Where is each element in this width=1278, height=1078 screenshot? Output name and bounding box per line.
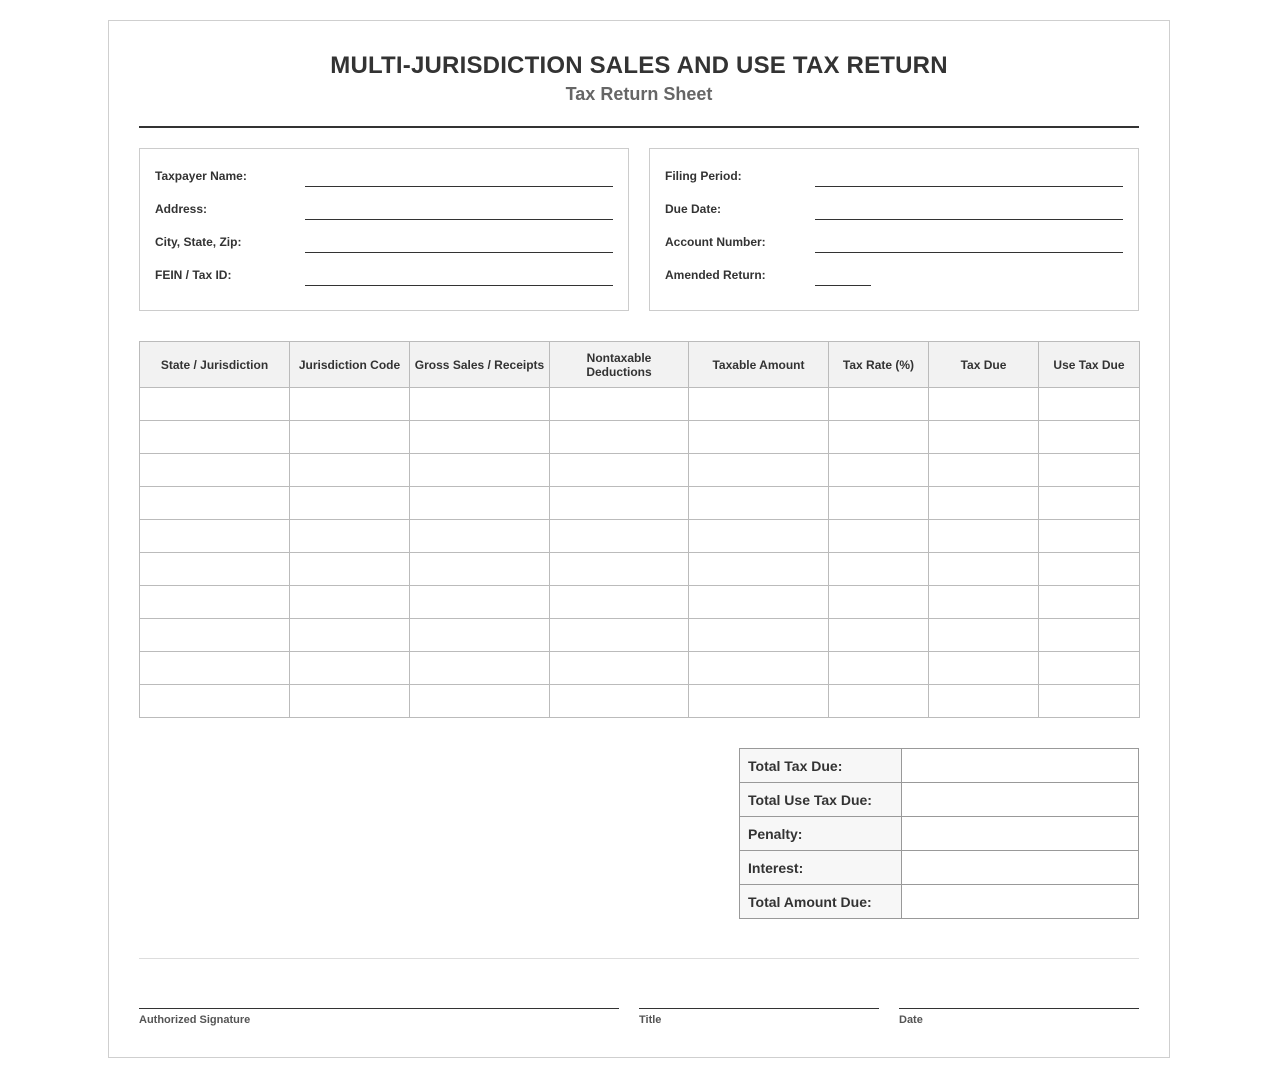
table-cell[interactable]	[140, 586, 290, 619]
col-jurisdiction-code: Jurisdiction Code	[290, 342, 410, 388]
table-row	[140, 388, 1140, 421]
table-cell[interactable]	[290, 388, 410, 421]
table-row	[140, 421, 1140, 454]
table-row	[140, 586, 1140, 619]
table-cell[interactable]	[929, 685, 1039, 718]
table-cell[interactable]	[290, 553, 410, 586]
col-gross-sales: Gross Sales / Receipts	[410, 342, 550, 388]
table-cell[interactable]	[290, 652, 410, 685]
signature-divider	[139, 958, 1139, 959]
city-state-zip-row	[155, 215, 615, 248]
amended-return-field[interactable]	[815, 285, 871, 286]
table-cell[interactable]	[410, 685, 550, 718]
table-cell[interactable]	[140, 487, 290, 520]
table-cell[interactable]	[550, 619, 689, 652]
table-cell[interactable]	[140, 520, 290, 553]
table-cell[interactable]	[929, 487, 1039, 520]
table-cell[interactable]	[829, 685, 929, 718]
table-cell[interactable]	[1039, 388, 1140, 421]
table-row	[140, 619, 1140, 652]
tax-return-sheet	[108, 20, 1170, 1058]
penalty-row	[740, 817, 1139, 851]
table-cell[interactable]	[140, 619, 290, 652]
table-cell[interactable]	[140, 685, 290, 718]
table-cell[interactable]	[550, 388, 689, 421]
table-cell[interactable]	[290, 487, 410, 520]
table-cell[interactable]	[929, 553, 1039, 586]
table-cell[interactable]	[829, 553, 929, 586]
form-header	[139, 21, 1139, 128]
table-cell[interactable]	[410, 520, 550, 553]
table-cell[interactable]	[140, 652, 290, 685]
table-cell[interactable]	[689, 619, 829, 652]
table-cell[interactable]	[550, 586, 689, 619]
col-taxable-amount: Taxable Amount	[689, 342, 829, 388]
date-label: Date	[899, 1014, 923, 1026]
table-row	[140, 487, 1140, 520]
table-cell[interactable]	[1039, 520, 1140, 553]
table-cell[interactable]	[689, 454, 829, 487]
table-cell[interactable]	[290, 421, 410, 454]
taxpayer-info-box	[139, 148, 629, 311]
table-cell[interactable]	[550, 421, 689, 454]
amended-return-row	[665, 248, 1125, 281]
account-number-label: Account Number:	[665, 235, 766, 249]
table-cell[interactable]	[829, 520, 929, 553]
table-cell[interactable]	[829, 421, 929, 454]
form-subtitle: Tax Return Sheet	[565, 84, 713, 104]
table-cell[interactable]	[550, 454, 689, 487]
table-cell[interactable]	[410, 421, 550, 454]
table-cell[interactable]	[1039, 553, 1140, 586]
table-cell[interactable]	[410, 652, 550, 685]
date-signature-block	[899, 1008, 1139, 1026]
table-cell[interactable]	[1039, 652, 1140, 685]
col-nontaxable-deductions: Nontaxable Deductions	[550, 342, 689, 388]
total-use-tax-due-label: Total Use Tax Due:	[740, 783, 902, 817]
total-tax-due-label: Total Tax Due:	[740, 749, 902, 783]
title-label: Title	[639, 1014, 662, 1026]
table-cell[interactable]	[550, 520, 689, 553]
table-cell[interactable]	[410, 388, 550, 421]
table-cell[interactable]	[829, 586, 929, 619]
due-date-row	[665, 182, 1125, 215]
table-cell[interactable]	[829, 652, 929, 685]
total-use-tax-due-row	[740, 783, 1139, 817]
address-row	[155, 182, 615, 215]
due-date-label: Due Date:	[665, 202, 722, 216]
table-cell[interactable]	[829, 454, 929, 487]
table-cell[interactable]	[290, 454, 410, 487]
table-cell[interactable]	[929, 454, 1039, 487]
table-row	[140, 652, 1140, 685]
table-cell[interactable]	[929, 388, 1039, 421]
table-cell[interactable]	[1039, 586, 1140, 619]
table-cell[interactable]	[829, 619, 929, 652]
table-cell[interactable]	[1039, 454, 1140, 487]
jurisdiction-table	[139, 341, 1140, 718]
table-cell[interactable]	[829, 487, 929, 520]
total-amount-due-row	[740, 885, 1139, 919]
table-cell[interactable]	[550, 652, 689, 685]
fein-field[interactable]	[305, 285, 613, 286]
table-cell[interactable]	[410, 619, 550, 652]
interest-row	[740, 851, 1139, 885]
title-field[interactable]	[639, 1008, 879, 1009]
interest-field[interactable]	[902, 851, 1139, 885]
col-tax-rate: Tax Rate (%)	[829, 342, 929, 388]
table-cell[interactable]	[410, 553, 550, 586]
penalty-label: Penalty:	[740, 817, 902, 851]
table-cell[interactable]	[410, 454, 550, 487]
table-row	[140, 454, 1140, 487]
authorized-signature-field[interactable]	[139, 1008, 619, 1009]
amended-return-label: Amended Return:	[665, 268, 766, 282]
table-cell[interactable]	[929, 421, 1039, 454]
authorized-signature-label: Authorized Signature	[139, 1014, 251, 1026]
date-field[interactable]	[899, 1008, 1139, 1009]
table-cell[interactable]	[689, 388, 829, 421]
table-cell[interactable]	[1039, 487, 1140, 520]
table-header-row	[140, 342, 1140, 388]
title-signature-block	[639, 1008, 879, 1026]
table-cell[interactable]	[689, 421, 829, 454]
table-row	[140, 553, 1140, 586]
taxpayer-name-row	[155, 149, 615, 182]
table-cell[interactable]	[929, 619, 1039, 652]
filing-period-row	[665, 149, 1125, 182]
table-cell[interactable]	[410, 586, 550, 619]
table-cell[interactable]	[689, 520, 829, 553]
account-number-row	[665, 215, 1125, 248]
form-title: MULTI-JURISDICTION SALES AND USE TAX RETURN	[330, 52, 948, 79]
table-cell[interactable]	[929, 652, 1039, 685]
table-cell[interactable]	[290, 520, 410, 553]
authorized-signature-block	[139, 1008, 619, 1026]
col-state-jurisdiction: State / Jurisdiction	[140, 342, 290, 388]
table-cell[interactable]	[550, 685, 689, 718]
table-cell[interactable]	[689, 685, 829, 718]
taxpayer-name-label: Taxpayer Name:	[155, 169, 247, 183]
table-cell[interactable]	[410, 487, 550, 520]
table-cell[interactable]	[550, 487, 689, 520]
col-tax-due: Tax Due	[929, 342, 1039, 388]
total-amount-due-label: Total Amount Due:	[740, 885, 902, 919]
city-state-zip-label: City, State, Zip:	[155, 235, 242, 249]
penalty-field[interactable]	[902, 817, 1139, 851]
filing-period-label: Filing Period:	[665, 169, 742, 183]
table-cell[interactable]	[290, 619, 410, 652]
table-cell[interactable]	[140, 454, 290, 487]
table-cell[interactable]	[290, 586, 410, 619]
total-tax-due-field[interactable]	[902, 749, 1139, 783]
table-cell[interactable]	[689, 553, 829, 586]
table-cell[interactable]	[829, 388, 929, 421]
table-cell[interactable]	[929, 520, 1039, 553]
table-cell[interactable]	[140, 388, 290, 421]
table-row	[140, 520, 1140, 553]
table-cell[interactable]	[1039, 619, 1140, 652]
table-cell[interactable]	[689, 652, 829, 685]
table-cell[interactable]	[290, 685, 410, 718]
total-amount-due-field[interactable]	[902, 885, 1139, 919]
table-cell[interactable]	[689, 586, 829, 619]
table-cell[interactable]	[929, 586, 1039, 619]
table-body	[140, 388, 1140, 718]
total-tax-due-row	[740, 749, 1139, 783]
filing-info-box	[649, 148, 1139, 311]
address-label: Address:	[155, 202, 208, 216]
totals-table	[739, 748, 1139, 919]
table-cell[interactable]	[140, 553, 290, 586]
table-cell[interactable]	[140, 421, 290, 454]
fein-row	[155, 248, 615, 281]
col-use-tax-due: Use Tax Due	[1039, 342, 1140, 388]
total-use-tax-due-field[interactable]	[902, 783, 1139, 817]
table-cell[interactable]	[550, 553, 689, 586]
fein-label: FEIN / Tax ID:	[155, 268, 232, 282]
table-cell[interactable]	[1039, 421, 1140, 454]
table-cell[interactable]	[1039, 685, 1140, 718]
interest-label: Interest:	[740, 851, 902, 885]
table-row	[140, 685, 1140, 718]
table-cell[interactable]	[689, 487, 829, 520]
